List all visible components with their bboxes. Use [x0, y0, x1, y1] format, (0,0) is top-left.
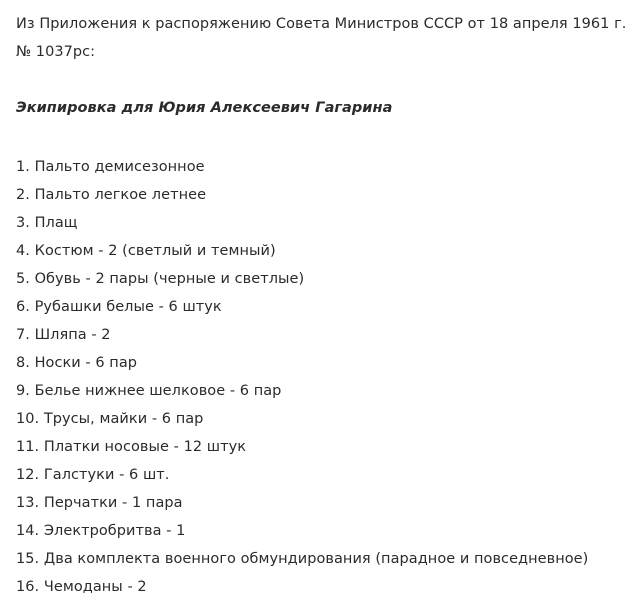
list-item: 15. Два комплекта военного обмундирования (парадное и повседневное): [16, 551, 589, 567]
list-item: 1. Пальто демисезонное: [16, 159, 205, 175]
list-item: 4. Костюм - 2 (светлый и темный): [16, 243, 276, 259]
list-item: 10. Трусы, майки - 6 пар: [16, 411, 204, 427]
list-item: 2. Пальто легкое летнее: [16, 187, 207, 203]
list-item: 3. Плащ: [16, 215, 78, 231]
list-item: 7. Шляпа - 2: [16, 327, 111, 343]
list-item: 5. Обувь - 2 пары (черные и светлые): [16, 271, 305, 287]
equipment-list: [16, 153, 632, 601]
list-item: 14. Электробритва - 1: [16, 523, 186, 539]
document-page: [16, 10, 632, 601]
list-item: 16. Чемоданы - 2: [16, 579, 147, 595]
list-item: 9. Белье нижнее шелковое - 6 пар: [16, 383, 282, 399]
list-item: 12. Галстуки - 6 шт.: [16, 467, 170, 483]
intro-paragraph: Из Приложения к распоряжению Совета Министров СССР от 18 апреля 1961 г. № 1037рс:: [16, 16, 627, 60]
document-heading: Экипировка для Юрия Алексеевич Гагарина: [16, 100, 393, 116]
list-item: 6. Рубашки белые - 6 штук: [16, 299, 222, 315]
list-item: 13. Перчатки - 1 пара: [16, 495, 183, 511]
list-item: 11. Платки носовые - 12 штук: [16, 439, 247, 455]
list-item: 8. Носки - 6 пар: [16, 355, 138, 371]
